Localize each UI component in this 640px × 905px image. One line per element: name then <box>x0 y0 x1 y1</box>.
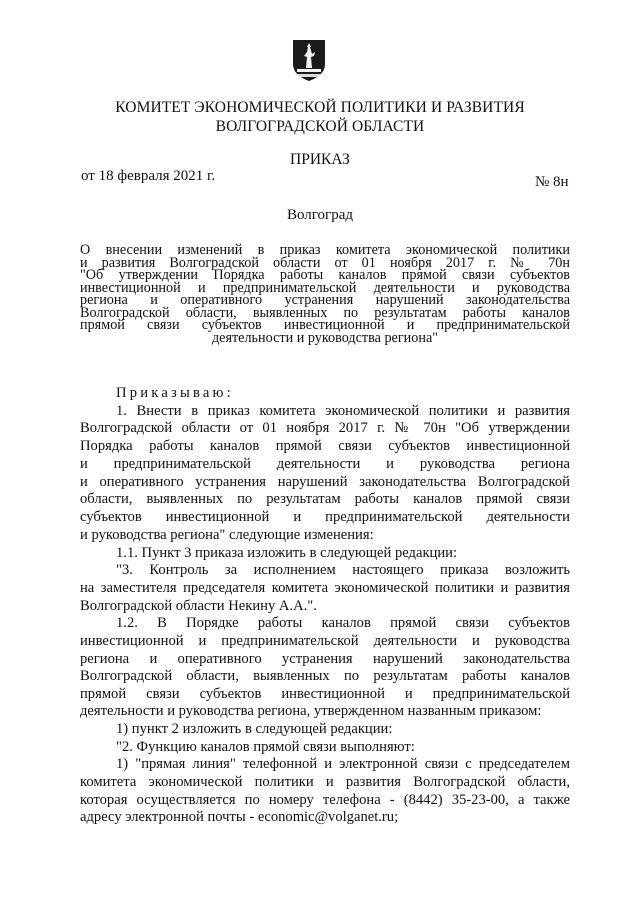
org-name-line-2: ВОЛГОГРАДСКОЙ ОБЛАСТИ <box>215 118 425 135</box>
body-line: деятельности и руководства региона, утвержденном названным приказом: <box>80 703 542 719</box>
subject-line: и развития Волгоградской области от 01 ноября 2017 г. № 70н <box>80 255 570 271</box>
body-line: которая осуществляется по номеру телефона - (8442) 35-23-00, а также <box>80 792 570 808</box>
subject-line: инвестиционной и предпринимательской деятельности и руководства <box>80 280 570 296</box>
document-type: ПРИКАЗ <box>290 151 350 168</box>
document-number: № 8н <box>535 174 569 190</box>
body-line: и руководства региона" следующие изменения: <box>80 527 374 543</box>
body-line: адресу электронной почты - economic@volganet.ru; <box>80 809 399 825</box>
body-line: инвестиционной и предпринимательской деятельности и руководства <box>80 633 570 649</box>
body-line: прямой связи субъектов инвестиционной и предпринимательской <box>80 686 570 702</box>
order-heading: Приказываю: <box>116 385 234 401</box>
subject-line: прямой связи субъектов инвестиционной и предпринимательской <box>80 317 570 333</box>
body-line: комитета экономической политики и развития Волгоградской области, <box>80 774 570 790</box>
body-line: 1) "прямая линия" телефонной и электронной связи с председателем <box>116 756 570 772</box>
coat-of-arms-emblem <box>290 38 328 82</box>
body-line: 1.1. Пункт 3 приказа изложить в следующей редакции: <box>116 545 458 561</box>
body-line: субъектов инвестиционной и предпринимательской деятельности <box>80 509 570 525</box>
subject-line: Волгоградской области, выявленных по результатам работы каналов <box>80 305 570 321</box>
body-line: "3. Контроль за исполнением настоящего приказа возложить <box>116 562 570 578</box>
document-city: Волгоград <box>286 207 353 223</box>
subject-line: "Об утверждении Порядка работы каналов прямой связи субъектов <box>80 267 570 283</box>
body-line: 1) пункт 2 изложить в следующей редакции: <box>116 721 393 737</box>
subject-line: О внесении изменений в приказ комитета экономической политики <box>80 242 570 258</box>
subject-line: региона и оперативного устранения нарушений законодательства <box>80 292 570 308</box>
document-date: от 18 февраля 2021 г. <box>81 168 216 184</box>
body-line: Порядка работы каналов прямой связи субъектов инвестиционной <box>80 438 570 454</box>
body-line: Волгоградской области от 01 ноября 2017 г. № 70н "Об утверждении <box>80 420 570 436</box>
body-line: Волгоградской области Некину А.А.". <box>80 598 317 614</box>
body-line: 1.2. В Порядке работы каналов прямой связи субъектов <box>116 615 570 631</box>
body-line: 1. Внести в приказ комитета экономической политики и развития <box>116 403 570 419</box>
org-name-line-1: КОМИТЕТ ЭКОНОМИЧЕСКОЙ ПОЛИТИКИ И РАЗВИТИЯ <box>115 99 525 116</box>
body-line: Волгоградской области, выявленных по результатам работы каналов <box>80 668 570 684</box>
body-line: на заместителя председателя комитета экономической политики и развития <box>80 580 570 596</box>
subject-line: деятельности и руководства региона" <box>211 330 439 346</box>
body-line: и оперативного устранения нарушений законодательства Волгоградской <box>80 474 570 490</box>
body-line: "2. Функцию каналов прямой связи выполняют: <box>116 739 415 755</box>
body-line: области, выявленных по результатам работы каналов прямой связи <box>80 491 570 507</box>
body-line: региона и оперативного устранения нарушений законодательства <box>80 651 570 667</box>
body-line: и предпринимательской деятельности и руководства региона <box>80 456 570 472</box>
